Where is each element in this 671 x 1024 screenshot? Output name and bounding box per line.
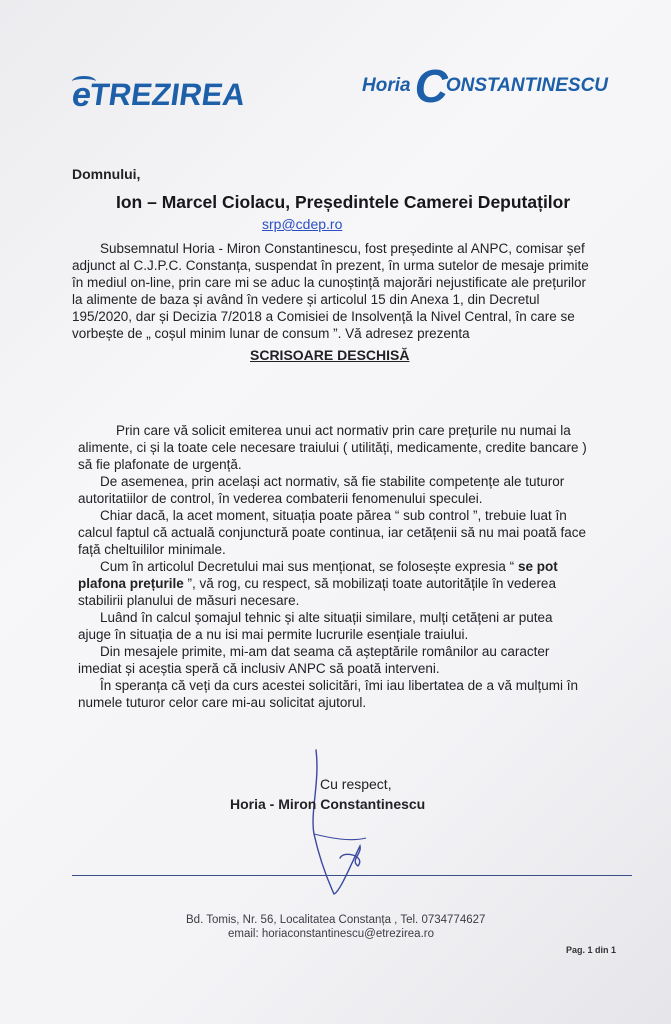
footer-divider [72,875,632,876]
body-line: De asemenea, prin același act normativ, să fie stabilite competențe ale tuturor [100,474,565,489]
body-line-text: ”, vă rog, cu respect, să mobilizați toate autoritățile în vederea [183,576,556,591]
body-line: stabilirii planului de măsuri necesare. [78,593,300,608]
body-line: să fie plafonate de urgență. [78,457,242,472]
body-line: față cheltuililor minimale. [78,542,226,557]
intro-line: 195/2020, dar și Decizia 7/2018 a Comisiei de Insolvență la Nivel Central, în care se [72,309,575,324]
emphasis-phrase: plafona prețurile [78,576,184,591]
signatory-name: Horia - Miron Constantinescu [230,796,426,812]
body-line: Luând în calcul șomajul tehnic și alte situații similare, mulți cetățeni ar putea [100,610,553,625]
intro-line: în mediul on-line, prin care mi se aduc la cunoștință majorări nejustificate ale prețurilor [72,275,586,290]
body-line: Din mesajele primite, mi-am dat seama că așteptările românilor au caracter [100,644,550,659]
emphasis-phrase: se pot [517,559,558,574]
body-line: imediat și aceștia speră că inclusiv ANPC să poată interveni. [78,661,440,676]
addressee-email-link[interactable]: srp@cdep.ro [262,216,343,232]
body-line: ajuge în situația de a nu isi mai permite lucrurile esențiale traiului. [78,627,469,642]
page-number: Pag. 1 din 1 [566,945,617,955]
footer-address: Bd. Tomis, Nr. 56, Localitatea Constanța , Tel. 0734774627 [186,914,486,926]
body-line: autoritatiilor de control, în vederea combaterii fenomenului speculei. [78,491,483,506]
handwritten-signature [300,742,380,902]
horia-constantinescu-logo [362,60,608,112]
intro-line: adjunct al C.J.P.C. Constanța, suspendat în prezent, în urma sutelor de mesaje primite [72,258,589,273]
logo-word: TREZIREA [87,77,248,112]
body-line-with-emphasis [78,575,556,592]
logo-right-rest: ONSTANTINESCU [445,75,609,96]
body-line: Prin care vă solicit emiterea unui act normativ prin care prețurile nu numai la [116,423,571,438]
body-line: În speranța că veți da curs acestei solicitări, îmi iau libertatea de a vă mulțumi în [100,678,578,693]
letter-heading: SCRISOARE DESCHISĂ [250,347,410,363]
closing: Cu respect, [320,776,392,792]
body-line-with-emphasis [100,558,558,575]
body-line: alimente, ci și la toate cele necesare traiului ( utilități, medicamente, credite bancare ) [78,440,587,455]
intro-line: Subsemnatul Horia - Miron Constantinescu, fost președinte al ANPC, comisar șef [100,241,585,256]
addressee: Ion – Marcel Ciolacu, Președintele Camerei Deputaților [116,192,571,212]
intro-line: vorbește de „ coșul minim lunar de consum ”. Vă adresez prezenta [72,326,470,341]
etrezirea-logo [72,72,248,114]
intro-line: la alimente de baza și având în vedere și articolul 15 din Anexa 1, din Decretul [72,292,540,307]
body-line: Chiar dacă, la acet moment, situația poate părea “ sub control ”, trebuie luat în [100,508,567,523]
salutation: Domnului, [72,166,141,182]
body-line-text: Cum în articolul Decretului mai sus menționat, se folosește expresia “ [100,559,515,574]
body-line: calcul faptul că actuală conjunctură poate continua, iar cetățenii să nu mai poată face [78,525,587,540]
footer-email: email: horiaconstantinescu@etrezirea.ro [228,928,434,940]
logo-right-first: Horia [362,75,411,96]
body-line: numele tuturor celor care mi-au solicitat ajutorul. [78,695,367,710]
logo-e-letter: e [72,76,90,114]
logo-right-c: C [414,60,448,112]
